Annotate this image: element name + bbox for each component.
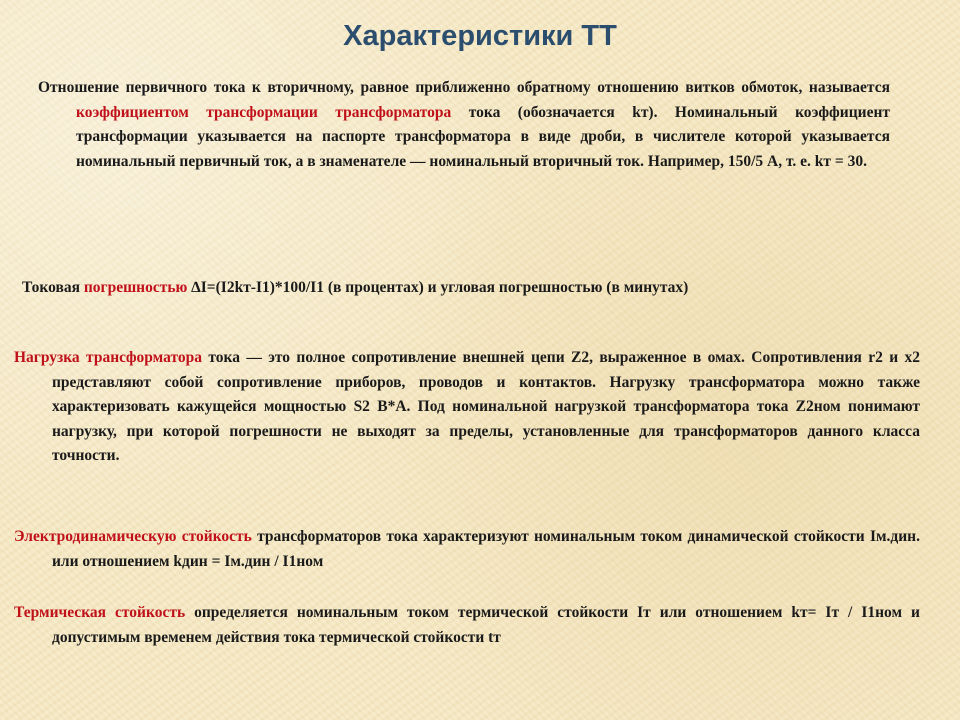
- paragraph-current-error: [22, 276, 952, 301]
- slide-title: Характеристики ТТ: [343, 20, 617, 52]
- term-highlight: Нагрузка трансформатора: [14, 349, 203, 366]
- text: ∆I=(I2kт-I1)*100/I1 (в процентах) и угловая погрешностью (в минутах): [187, 279, 689, 296]
- text: трансформаторов тока характеризуют номинальным током динамической стойкости Iм.дин. или отношением kдин = Iм.дин / I1ном: [52, 528, 920, 570]
- term-highlight: погрешностью: [83, 279, 188, 296]
- paragraph-electrodynamic-stability: [14, 525, 920, 574]
- text: Токовая: [22, 279, 84, 296]
- paragraph-transformation-ratio: [38, 76, 890, 174]
- paragraph-thermal-stability: [14, 601, 920, 650]
- term-highlight: Электродинамическую стойкость: [14, 528, 252, 545]
- text: тока (обозначается kт). Номинальный коэффициент трансформации указывается на паспорте трансформатора в виде дроби, в числителе которой указывается номинальный первичный ток, а в знаменателе — номинальный вторичный ток. Например, 150/5 А, т. е. kт = 30.: [76, 103, 891, 170]
- term-highlight: коэффициентом трансформации трансформатора: [76, 103, 452, 121]
- text: тока — это полное сопротивление внешней цепи Z2, выраженное в омах. Сопротивления r2 и x2 представляют собой сопротивление приборов, проводов и контактов. Нагрузку трансформатора можно также характеризовать кажущейся мощностью S2 В*А. Под номинальной нагрузкой трансформатора тока Z2ном понимают нагрузку, при которой погрешности не выходят за пределы, установленные для трансформаторов данного класса точности.: [52, 349, 920, 465]
- text: Отношение первичного тока к вторичному, равное приближенно обратному отношению витков обмоток, называется: [38, 79, 890, 96]
- term-highlight: Термическая стойкость: [14, 604, 186, 621]
- text: определяется номинальным током термической стойкости Iт или отношением kт= Iт / I1ном и допустимым временем действия тока термической стойкости tт: [52, 604, 920, 646]
- paragraph-transformer-load: [14, 346, 920, 469]
